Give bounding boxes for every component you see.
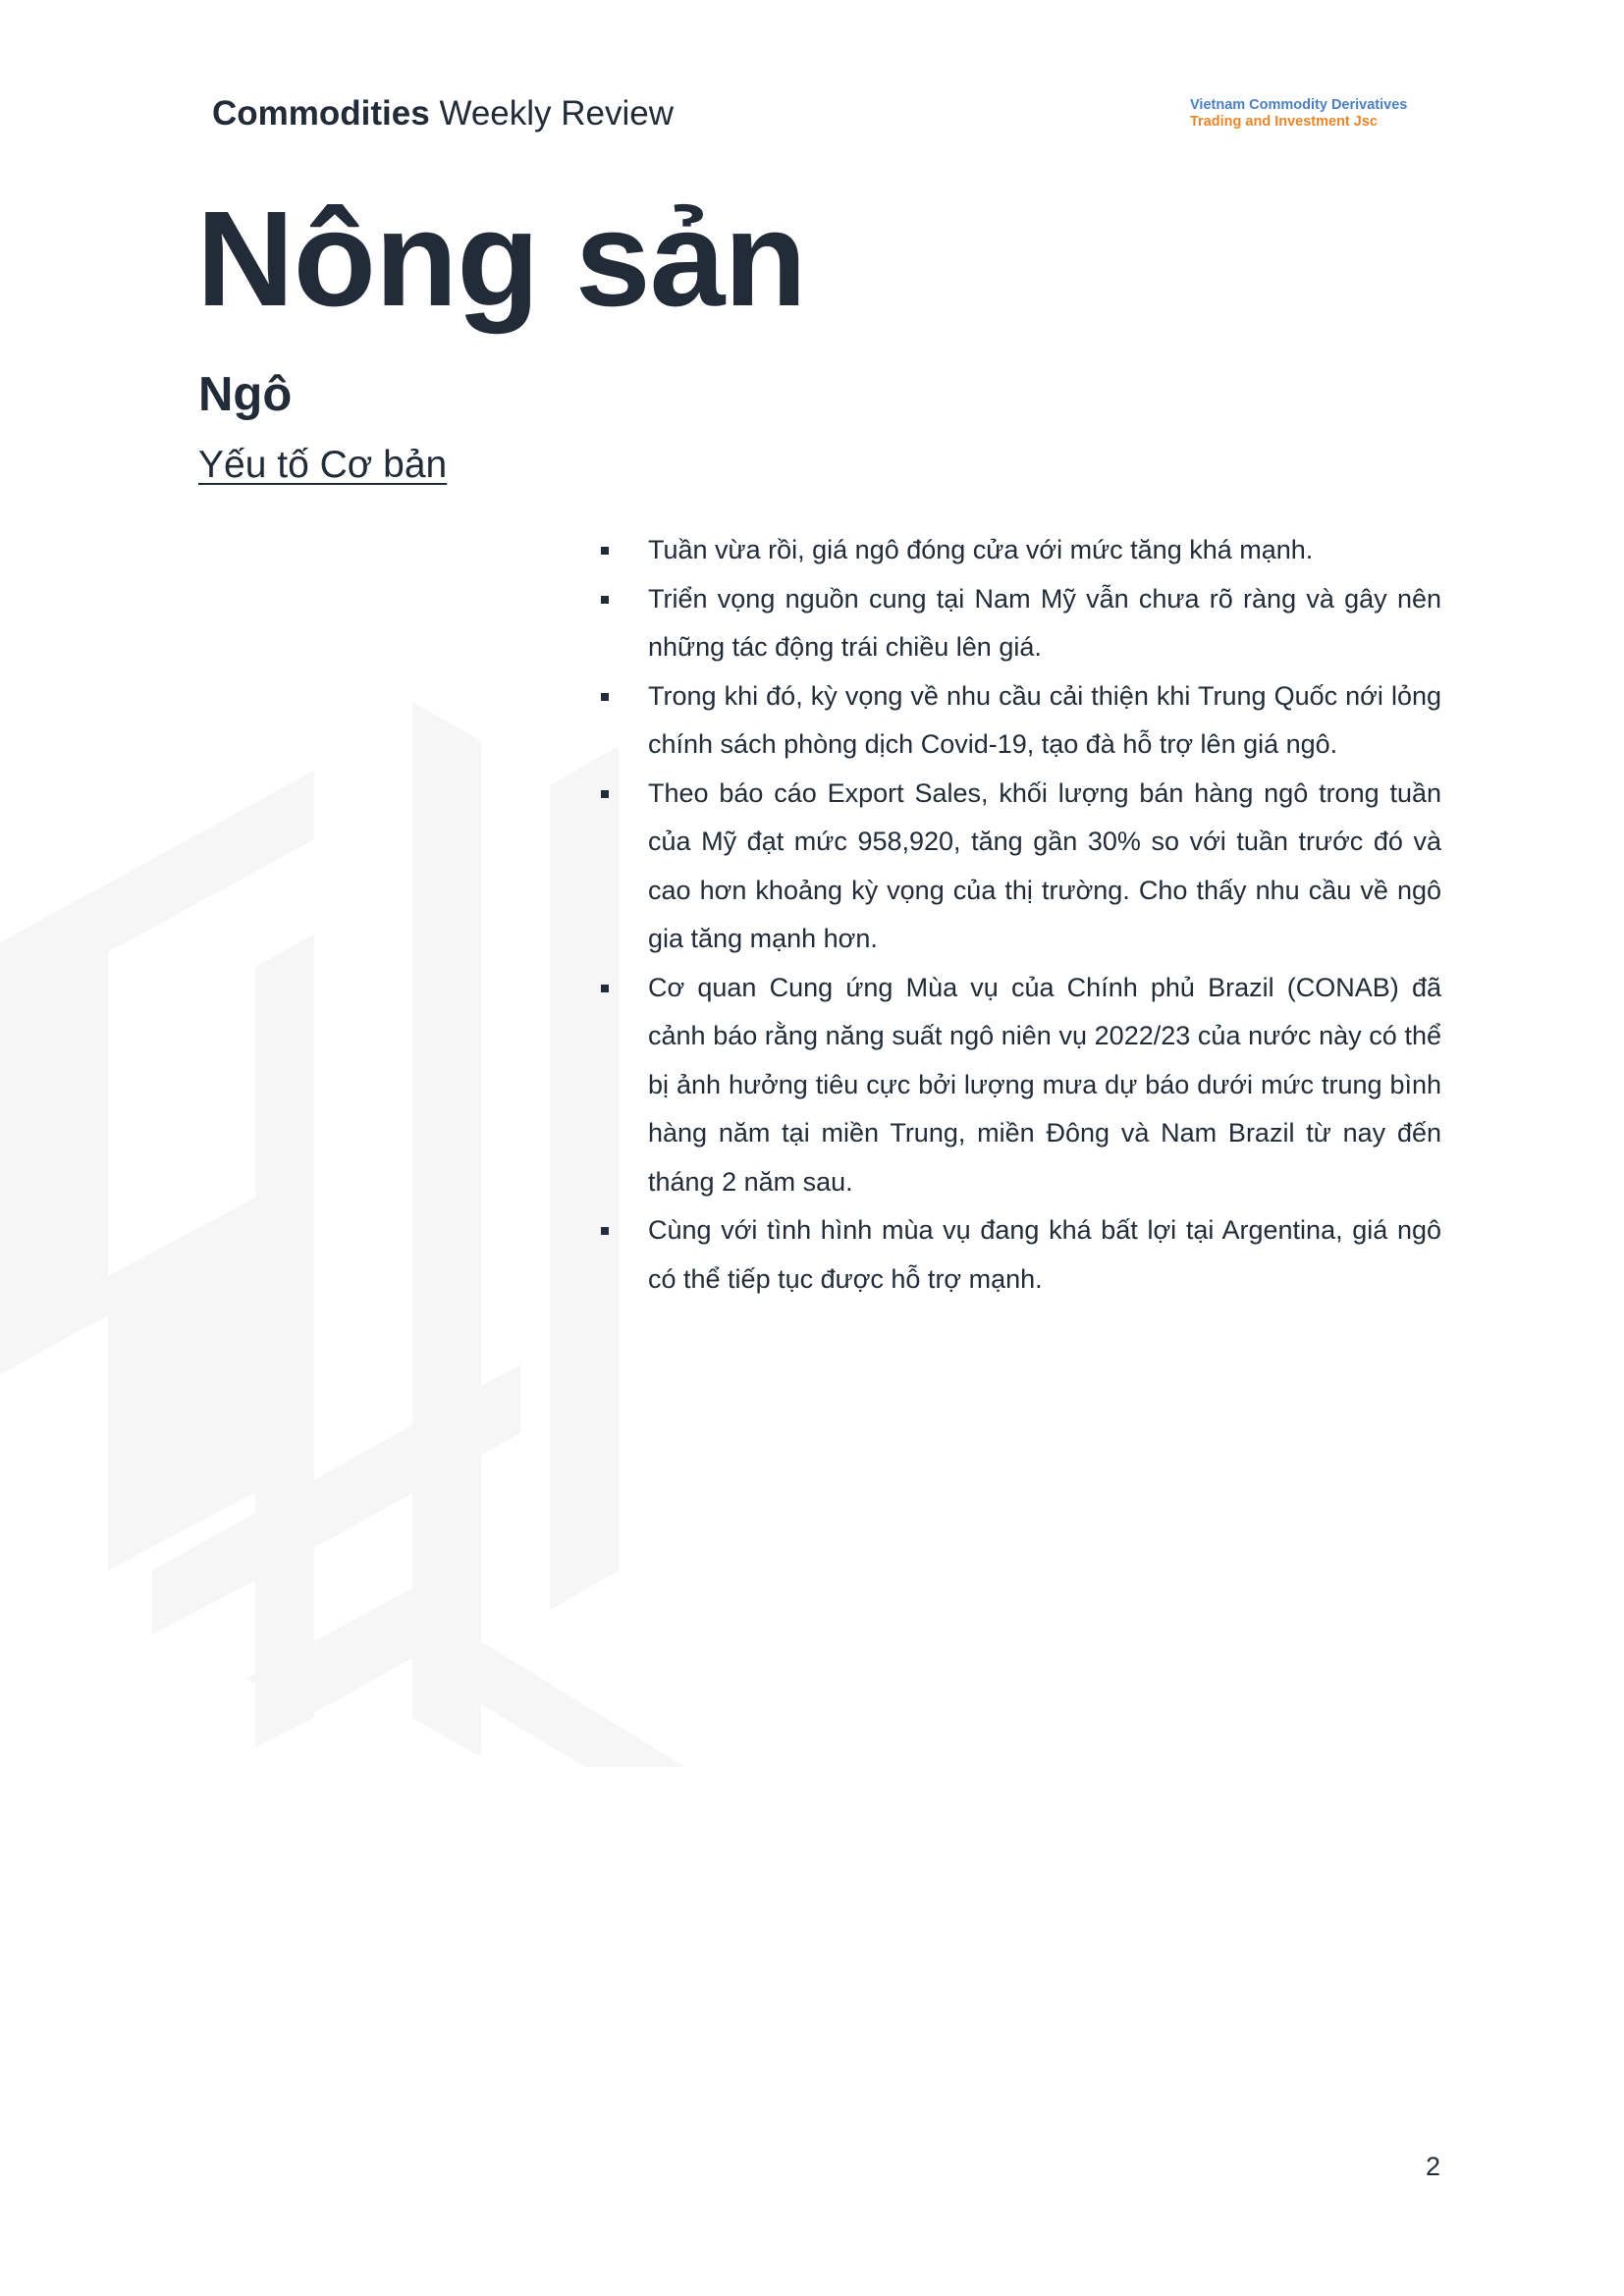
bullet-list bbox=[589, 526, 1441, 1304]
brand-line-2: Trading and Investment Jsc bbox=[1190, 114, 1378, 130]
report-title-bold: Commodities bbox=[212, 94, 430, 133]
report-title-light: Weekly Review bbox=[439, 94, 675, 133]
bullet-text: Theo báo cáo Export Sales, khối lượng bán hàng ngô trong tuần của Mỹ đạt mức 958,920, tăng gần 30% so với tuần trước đó và cao hơn khoảng kỳ vọng của thị trường. Cho thấy nhu cầu về ngô gia tăng mạnh hơn. bbox=[648, 777, 1441, 953]
bullet-square-icon bbox=[601, 547, 609, 555]
report-header bbox=[212, 94, 674, 133]
list-item bbox=[589, 575, 1441, 672]
subheading: Yếu tố Cơ bản bbox=[198, 444, 448, 486]
bullet-text: Tuần vừa rồi, giá ngô đóng cửa với mức tăng khá mạnh. bbox=[648, 535, 1314, 564]
bullet-text: Cơ quan Cung ứng Mùa vụ của Chính phủ Brazil (CONAB) đã cảnh báo rằng năng suất ngô niên vụ 2022/23 của nước này có thể bị ảnh hưởng tiêu cực bởi lượng mưa dự báo dưới mức trung bình hàng năm tại miền Trung, miền Đông và Nam Brazil từ nay đến tháng 2 năm sau. bbox=[648, 972, 1441, 1197]
list-item bbox=[589, 770, 1441, 964]
brand-logo-text bbox=[1190, 97, 1407, 131]
list-item bbox=[589, 964, 1441, 1207]
bullet-text: Cùng với tình hình mùa vụ đang khá bất lợi tại Argentina, giá ngô có thể tiếp tục được hỗ trợ mạnh. bbox=[648, 1215, 1441, 1294]
bullet-text: Triển vọng nguồn cung tại Nam Mỹ vẫn chưa rõ ràng và gây nên những tác động trái chiều lên giá. bbox=[648, 583, 1441, 662]
commodity-heading: Ngô bbox=[198, 368, 293, 421]
bullet-square-icon bbox=[601, 985, 609, 992]
section-title: Nông sản bbox=[196, 184, 806, 335]
list-item bbox=[589, 1206, 1441, 1304]
bullet-text: Trong khi đó, kỳ vọng về nhu cầu cải thiện khi Trung Quốc nới lỏng chính sách phòng dịch Covid-19, tạo đà hỗ trợ lên giá ngô. bbox=[648, 680, 1441, 759]
bullet-square-icon bbox=[601, 1227, 609, 1235]
bullet-square-icon bbox=[601, 596, 609, 604]
bullet-square-icon bbox=[601, 693, 609, 701]
page-number: 2 bbox=[1426, 2152, 1441, 2181]
brand-line-1: Vietnam Commodity Derivatives bbox=[1190, 97, 1408, 113]
bullet-square-icon bbox=[601, 790, 609, 798]
list-item bbox=[589, 672, 1441, 770]
list-item bbox=[589, 526, 1441, 575]
